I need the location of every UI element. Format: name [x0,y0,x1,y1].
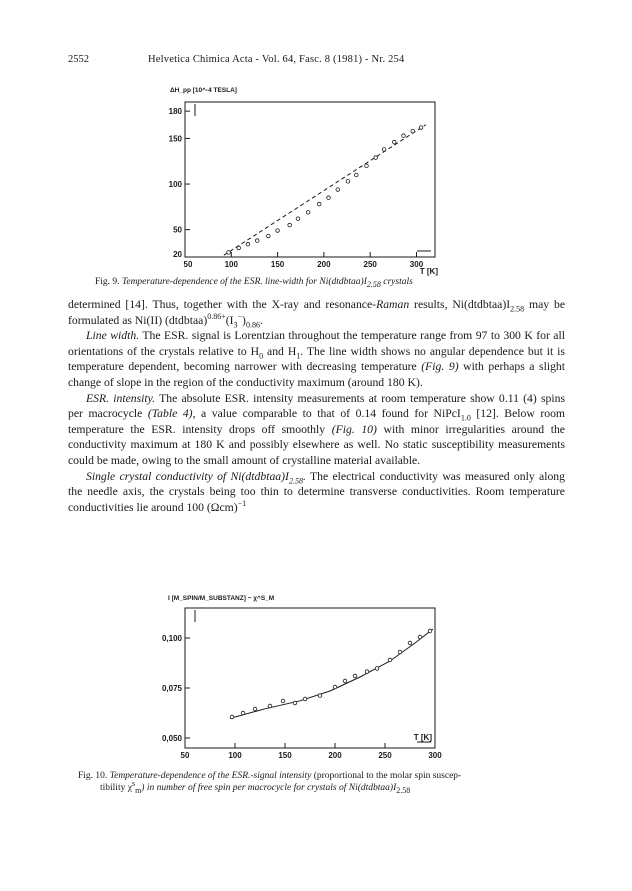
p2-fig-ref: (Fig. 9) [421,360,459,374]
p1-text-a: determined [14]. Thus, together with the X-ray and resonance- [68,298,377,311]
data-point [268,704,272,708]
p4-sup: −1 [237,498,247,508]
figure-10-label: Fig. 10. [78,771,108,781]
p3-sub1: 1.0 [460,413,471,423]
data-point [237,246,241,250]
data-point [288,223,292,227]
paragraph-line-width [68,328,565,390]
data-point [402,134,406,138]
p3-text-b: , a value comparable to that of 0.14 found for NiPcI [192,407,461,421]
x-tick-label: 250 [378,751,392,760]
x-tick-label: 100 [228,751,242,760]
figure-9-caption-text: Temperature-dependence of the ESR. line-width for Ni(dtdbtaa)I [121,277,367,287]
figure-10 [150,588,450,763]
figure-10-caption [78,770,566,794]
figure-10-caption-b: (proportional to the molar spin suscep- [311,771,462,781]
p2-text-b: and H [263,344,297,358]
p2-text-a: The ESR. signal is Lorentzian throughout the temperature range from 97 to 300 K for all orientations of the crystals relative to H [68,329,565,358]
data-point [327,196,331,200]
body-text [68,297,565,515]
data-point [392,140,396,144]
data-point [343,679,347,683]
figure-10-caption-d-sub: 2.58 [396,785,411,795]
p1-text-b: results, Ni(dtdbtaa)I [409,298,511,311]
p1-text-d: (I [225,313,234,327]
y-tick-label: 100 [168,180,182,190]
x-tick-label: 200 [317,260,331,269]
y-axis-label: ΔH_pp [10^-4 TESLA] [170,87,237,94]
data-point [353,674,357,678]
paragraph-conductivity [68,469,565,516]
data-point [306,211,310,215]
section-head-esr-intensity: ESR. intensity. [86,391,156,405]
data-point [354,173,358,177]
p2-sub2: 1 [296,351,301,361]
p1-text-f: . [259,313,263,327]
data-point [296,217,300,221]
p1-sup1: 0.86+ [207,311,226,321]
data-point [428,629,432,633]
chart-1 [150,80,450,275]
section-head-line-width: Line width. [86,329,140,343]
section-head-conductivity: Single crystal conductivity of Ni(dtdbtaa)I [86,469,289,483]
data-point [365,164,369,168]
figure-10-caption-a: Temperature-dependence of the ESR.-signal intensity [109,771,312,781]
p3-text-d: with minor irregularities around the conductivity maximum at 180 K and possibly elsewhere as well. No static susceptibility measurements could be made, owing to the small amount of crystalline material available. [68,422,565,467]
data-point [375,667,379,671]
data-point [336,188,340,192]
x-tick-label: 150 [270,260,285,269]
y-tick-label: 150 [168,134,182,144]
p3-table-ref: (Table 4) [147,407,193,421]
plot-frame [185,102,435,257]
data-point [419,126,423,130]
x-tick-label: 150 [278,751,292,760]
y-axis-label: I [M_SPIN/M_SUBSTANZ] ~ χ^S_M [168,595,275,602]
data-point [346,180,350,184]
paragraph-1 [68,297,565,328]
p3-text-a: The absolute ESR. intensity measurements at room temperature show 0.11 (4) spins per macrocycle [68,391,565,421]
data-point [333,685,337,689]
x-axis-label: T [K] [413,733,432,742]
p3-fig-ref: (Fig. 10) [331,422,377,436]
figure-9 [150,80,450,275]
paragraph-esr-intensity [68,391,565,469]
data-point [241,711,245,715]
x-tick-label: 100 [224,260,238,269]
data-point [276,229,280,233]
x-tick-label: 300 [428,751,442,760]
p4-head-sub: 2.58 [288,475,303,485]
p3-text-c: [12]. Below room temperature the ESR. intensity drops off smoothly [68,407,566,436]
p1-sub1: 2.58 [510,304,525,314]
figure-9-caption-sub: 2.58 [366,279,381,289]
figure-9-label: Fig. 9. [95,277,120,287]
p2-text-d: with perhaps a slight change of slope in the region of the conductivity maximum (around 180 K). [68,360,565,389]
x-tick-label: 50 [183,260,193,269]
data-point [365,670,369,674]
p1-text-e: ) [242,313,246,327]
y-tick-label: 0,075 [161,684,182,693]
data-point [253,707,257,711]
p4-text-a: The electrical conductivity was measured only along the needle axis, the crystals being too thin to determine transverse conductivities. Room temperature conductivities lie around 100 (Ωcm) [68,469,565,514]
journal-title: Helvetica Chimica Acta - Vol. 64, Fasc. 8 (1981) - Nr. 254 [148,54,405,65]
data-point [293,701,297,705]
p2-sub1: 0 [259,351,264,361]
data-point [317,202,321,206]
p1-sub2: 3 [233,319,238,329]
y-tick-label: 0,050 [161,734,182,743]
data-point [255,239,259,243]
plot-frame [185,608,435,748]
x-tick-label: 50 [180,751,190,760]
data-point [230,715,234,719]
data-point [374,156,378,160]
data-point [303,697,307,701]
data-point [398,650,402,654]
x-axis-label: T [K] [419,267,438,276]
y-tick-label: 0,100 [161,634,182,643]
data-point [411,129,415,133]
p1-text-c: may be formulated as Ni(II) (dtdbtaa) [68,298,566,327]
figure-9-caption [95,276,565,288]
p1-sup2: − [237,311,243,321]
figure-10-caption-c-sub: m [135,785,142,795]
data-point [227,251,231,255]
data-point [418,635,422,639]
y-tick-label: 20 [173,250,182,259]
figure-10-caption-c-sup: s [131,778,136,788]
figure-10-caption-c: tibility χ [100,783,132,793]
data-point [318,694,322,698]
fit-line [230,629,433,718]
chart-2 [150,588,450,763]
data-point [408,641,412,645]
y-tick-label: 50 [173,225,182,235]
figure-9-caption-tail: crystals [380,277,413,287]
data-point [281,699,285,703]
p4-head-end: . [302,469,306,483]
fit-line [224,125,426,255]
x-tick-label: 300 [409,260,424,269]
page-number: 2552 [68,54,89,65]
figure-10-caption-d: ) in number of free spin per macrocycle for crystals of Ni(dtdbtaa)I [141,783,397,793]
x-tick-label: 200 [328,751,342,760]
p1-sub3: 0.86 [245,319,260,329]
y-tick-label: 180 [168,107,182,117]
data-point [388,658,392,662]
data-point [267,234,271,238]
p2-text-c: . The line width shows no angular dependence but it is temperature dependent, becoming narrower with decreasing temperature [68,344,565,374]
x-tick-label: 250 [363,260,377,269]
data-point [382,148,386,152]
p1-raman: Raman [376,298,410,311]
data-point [246,242,250,246]
